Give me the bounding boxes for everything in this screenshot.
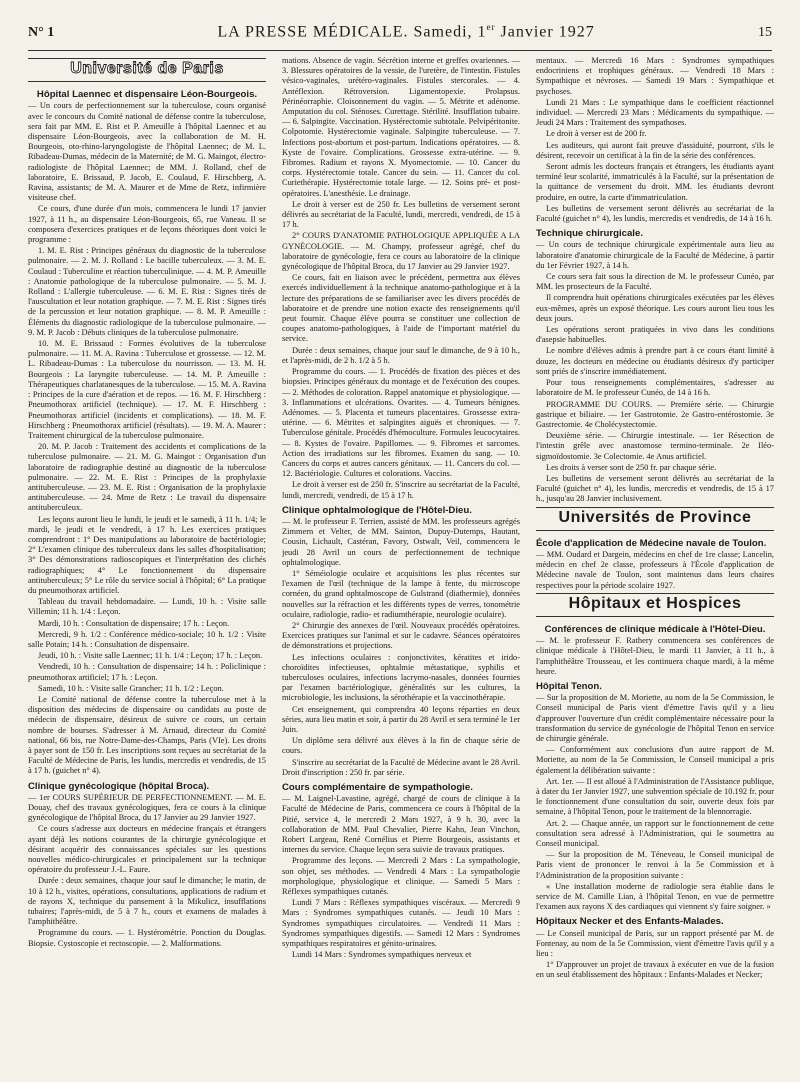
paragraph: Durée : deux semaines, chaque jour sauf le dimanche; le matin, de 10 à 12 h., visites, opérations, consultations, applications de radium et de rayons X, technique du pansement à la Mikulicz, insufflations tubaires; l'après-midi, de 5 à 7 h., cours et examens de malades à l'amphithéâtre. xyxy=(28,876,266,927)
paragraph: — M. le professeur F. Terrien, assisté de MM. les professeurs agrégés Zimmern et Velter, de MM. Sainton, Dupuy-Dutemps, Hautant, Cousin, Lichault, Castéran, Favory, Ostwalt, Veil, commencera le jeudi 28 Avril un cours de perfectionnement de technique ophtalmologique. xyxy=(282,516,520,567)
column-1 xyxy=(28,56,266,1072)
section-header-universites-province xyxy=(536,507,774,531)
publication-title-date: Janvier 1927 xyxy=(495,23,595,41)
paragraph: 20. M. P. Jacob : Traitement des accidents et complications de la tuberculose pulmonaire. — 21. M. G. Maingot : Organisation d'un laboratoire de radiographie destiné au diagnostic de la tuberculose pulmonaire. — 22. M. E. Rist : Principes de la prophylaxie antituberculeuse. — 23. M. E. Rist : Organisation de la prophylaxie antituberculeuse. — 24. Mme de Retz : Le travail du dispensaire antituberculeux. xyxy=(28,442,266,513)
paragraph: « Une installation moderne de radiologie sera établie dans le service de M. Camille Lian, à l'hôpital Tenon, en vue de permettre l'examen aux rayons X des cardiaques qui viennent s'y faire soigner. » xyxy=(536,881,774,912)
column-2 xyxy=(282,56,520,1072)
paragraph: Les auditeurs, qui auront fait preuve d'assiduité, pourront, s'ils le désirent, recevoir un certificat à la fin de la série des conférences. xyxy=(536,140,774,160)
article-heading: Hôpital Tenon. xyxy=(536,680,602,692)
column-3 xyxy=(536,56,774,1072)
paragraph: Un diplôme sera délivré aux élèves à la fin de chaque série de cours. xyxy=(282,736,520,756)
paragraph: Les opérations seront pratiquées in vivo dans les conditions d'asepsie habituelles. xyxy=(536,325,774,345)
paragraph: 1° Séméiologie oculaire et acquisitions les plus récentes sur l'examen de l'œil (technique de la lampe à fente, du microscope cornéen, du grand ophtalmoscope de Gulstrand (diathermie), données nouvelles sur la réfraction et les différents types de verres, tonométrie oculaire, radiologie, radio- et radiumthérapie, neurologie oculaire). xyxy=(282,568,520,619)
publication-title xyxy=(218,22,595,41)
paragraph: S'inscrire au secrétariat de la Faculté de Médecine avant le 28 Avril. Droit d'inscription : 250 fr. par série. xyxy=(282,757,520,777)
paragraph: 2° COURS D'ANATOMIE PATHOLOGIQUE APPLIQUÉE A LA GYNÉCOLOGIE. — M. Champy, professeur agrégé, chef du laboratoire de gynécologie, fera ce cours au laboratoire de la clinique gynécologique de l'hôpital Broca, du 17 Janvier au 29 Janvier 1927. xyxy=(282,231,520,272)
paragraph: Les leçons auront lieu le lundi, le jeudi et le samedi, à 11 h. 1/4; le mardi, le jeudi et le vendredi, à 17 h. Les exercices pratiques comprendront : 1° Des manipulations au laboratoire de bactériologie; 2° L'examen clinique des tuberculeux dans les salles d'hospitalisation; 3° Des démonstrations radioscopiques et l'interprétation des clichés radiographiques; 4° Le fonctionnement du dispensaire antituberculeux; 5° Le rôle du service social à l'hôpital; 6° La pratique du pneumothorax artificiel. xyxy=(28,514,266,595)
section-title: Hôpitaux et Hospices xyxy=(568,594,742,612)
issue-number: N° 1 xyxy=(28,25,55,41)
article-heading: Clinique gynécologique (hôpital Broca). xyxy=(28,780,210,792)
paragraph: Programme du cours. — 1. Procédés de fixation des pièces et des biopsies. Principes généraux du montage et de l'exécution des coupes. — 2. Méthodes de coloration. Rappel anatomique et physiologique. — 3. Inflammations et ulcérations. Ovarites. — 4. Tumeurs bénignes. Adénomes. — 5. Placenta et tumeurs placentaires. Grossesse extra-utérine. — 6. Métrites et salpingites aiguës et chroniques. — 7. Tuberculose génitale. Procédés d'hémoculture. Formules leucocytaires. — 8. Kystes de l'ovaire. Papillomes. — 9. Fibromes et sarcomes. Action des irradiations sur les fibromes. Examen du sang. — 10. Cancers du corps et autres cancers génitaux. — 11. Cancers du col. — 12. Bactériologie. Cultures et colorations. Vaccins. xyxy=(282,367,520,479)
paragraph: 1. M. E. Rist : Principes généraux du diagnostic de la tuberculose pulmonaire. — 2. M. J. Rolland : Le bacille tuberculeux. — 3. M. E. Coulaud : Tuberculine et réaction tuberculinique. — 4. M. P. Ameuille : Anatomie pathologique de la tuberculose pulmonaire. — 5. M. J. Rolland : L'allergie tuberculeuse. — 6. M. E. Rist : Signes tirés de l'auscultation et leur notation graphique. — 7. M. E. Rist : Signes tirés de la percussion et leur notation graphique. — 8. M. P. Ameuille : Éléments du diagnostic radiologique de la tuberculose pulmonaire. — 9. M. P. Jacob : Débuts cliniques de la tuberculose pulmonaire. xyxy=(28,246,266,337)
article-heading: Technique chirurgicale. xyxy=(536,228,643,240)
paragraph: Ce cours s'adresse aux docteurs en médecine français et étrangers ayant déjà les notions courantes de la chirurgie gynécologique et désirant acquérir des connaissances spéciales sur les questions nouvelles médico-chirurgicales et principalement sur la technique opératoire du professeur J.-L. Faure. xyxy=(28,824,266,875)
paragraph: Les infections oculaires : conjonctivites, kératites et irido-choroïdites infectieuses, ophtalmie métastatique, syphilis et tuberculoses oculaires, infections lacrymo-nasales, données fournies par l'examen bactériologique, généralités sur les cultures, la microbiologie, les inclusions, la sérothérapie et la vaccinothérapie. xyxy=(282,652,520,703)
paragraph: Lundi 7 Mars : Réflexes sympathiques viscéraux. — Mercredi 9 Mars : Syndromes sympathiques cutanés. — Jeudi 10 Mars : Syndromes sympathiques circulatoires. — Vendredi 11 Mars : Syndromes sympathiques digestifs. — Samedi 12 Mars : Syndromes sympathiques respiratoires et génito-urinaires. xyxy=(282,898,520,949)
paragraph: Jeudi, 10 h. : Visite salle Laennec; 11 h. 1/4 : Leçon; 17 h. : Leçon. xyxy=(38,651,263,661)
paragraph: Deuxième série. — Chirurgie intestinale. — 1er Résection de l'intestin grêle avec anastomose termino-terminale. 2e Iléo-sigmoïdostomie. 3e Colectomie. 4e Anus artificiel. xyxy=(536,431,774,461)
paragraph: — M. Laignel-Lavastine, agrégé, chargé de cours de clinique à la Faculté de Médecine de Paris, commencera ce cours à l'hôpital de la Pitié, service 4, le mercredi 2 Mars 1927, à 9 h. 30, avec la collaboration de MM. Paul Chevalier, Pierre Kahn, Jean Vinchon, Robert Largeau, René Cornélius et Pierre Bourgeois, assistants et internes du service. Chaque leçon sera suivie de travaux pratiques. xyxy=(282,794,520,855)
paragraph: PROGRAMME DU COURS. — Première série. — Chirurgie gastrique et biliaire. — 1er Gastrotomie. 2e Gastro-entérostomie. 3e Gastrectomie. 4e Cholécystectomie. xyxy=(536,399,774,429)
paragraph: Ce cours, d'une durée d'un mois, commencera le lundi 17 janvier 1927, à 11 h., au dispensaire Léon-Bourgeois, 65, rue Vaneau. Il se composera d'exercices pratiques et de leçons théoriques dont voici le programme : xyxy=(28,204,266,245)
paragraph: — Un cours de technique chirurgicale expérimentale aura lieu au laboratoire d'anatomie chirurgicale de la Faculté de Médecine, à partir du 1er Février 1927, à 14 h. xyxy=(536,240,774,270)
paragraph: Tableau du travail hebdomadaire. — Lundi, 10 h. : Visite salle Villemin; 11 h. 1/4 : Leçon. xyxy=(28,597,266,617)
paragraph: — Sur la proposition de M. Moriette, au nom de la 5e Commission, le Conseil municipal de Paris vient d'émettre l'avis qu'il y a lieu d'approuver l'ouverture d'un crédit complémentaire nécessaire pour la transformation du service de gynécologie de l'hôpital Tenon en service de chirurgie générale. xyxy=(536,693,774,743)
paragraph: Les droits à verser sont de 250 fr. par chaque série. xyxy=(546,462,717,472)
paragraph: mations. Absence de vagin. Sécrétion interne et greffes ovariennes. — 3. Blessures opératoires de la vessie, de l'uretère, de l'intestin. Fistules vésico-vaginales, urétéro-vaginales. Fistules stercorales. — 4. Antéflexion. Rétroversion. Ligamentopexie. Prolapsus. Périnéorraphie. Cloisonnement du vagin. — 5. Métrite et adénome. Amputation du col. Sténoses. Curettage. Stérilité. Insufflation tubaire. — 6. Salpingite. Vaccination. Hystérectomie subtotale. Pelvipéritonite. Colpotomie. Hystérectomie vaginale. Salpingite tuberculeuse. — 7. Infections post-abortum et post-partum. Indications opératoires. — 8. Kyste de l'ovaire. Complications. Grossesse extra-utérine. — 9. Fibromes. Radium et rayons X. Myomectomie. — 10. Cancer du corps. Hystérectomie totale. Cancer du sein. — 11. Cancer du col. Curiethérapie. Hystérectomie totale large. — 12. Soins pré- et post-opératoires. L'anesthésie. Le drainage. xyxy=(282,56,520,198)
paragraph: 10. M. E. Brissaud : Formes évolutives de la tuberculose pulmonaire. — 11. M. A. Ravina : Tuberculose et grossesse. — 12. M. L. Ribadeau-Dumas : La tuberculose du nourrisson. — 13. M. H. Bourgeois : La laryngite tuberculeuse. — 14. M. P. Ameuille : Thérapeutiques charlatanesques de la tuberculose. — 15. M. A. Ravina : Principes de la cure d'aération et de repos. — 16. M. F. Hirschberg : Pneumothorax artificiel (technique). — 17. M. F. Hirschberg : Pneumothorax artificiel (incidents et complications). — 18. M. F. Hirschberg : Pneumothorax artificiel (résultats). — 19. M. A. Maurer : Traitement chirurgical de la tuberculose pulmonaire. xyxy=(28,339,266,440)
paragraph: Mardi, 10 h. : Consultation de dispensaire; 17 h. : Leçon. xyxy=(38,618,230,628)
paragraph: Ce cours sera fait sous la direction de M. le professeur Cunéo, par MM. les prosecteurs de la Faculté. xyxy=(536,272,774,292)
article-heading: Clinique ophtalmologique de l'Hôtel-Dieu. xyxy=(282,504,472,516)
paragraph: Seront admis les docteurs français et étrangers, les étudiants ayant terminé leur scolarité, immatriculés à la Faculté, sur la présentation de la quittance de versement du droit. MM. les étudiants devront produire, en outre, la carte d'immatriculation. xyxy=(536,162,774,202)
paragraph: mentaux. — Mercredi 16 Mars : Syndromes sympathiques endocriniens et trophiques généraux. — Vendredi 18 Mars : Sympathique et névroses. — Samedi 19 Mars : Sympathique et psychoses. xyxy=(536,56,774,96)
section-header-universite-paris xyxy=(28,58,266,82)
paragraph: Durée : deux semaines, chaque jour sauf le dimanche, de 9 à 10 h., et l'après-midi, de 2 h. 1/2 à 5 h. xyxy=(282,345,520,365)
paragraph: Art. 1er. — Il est alloué à l'Administration de l'Assistance publique, à dater du 1er Janvier 1927, une subvention spéciale de 10.192 fr. pour le fonctionnement d'une consultation du soir, ouverte deux fois par semaine, à l'hôpital Tenon, pour le traitement de la blennorragie. xyxy=(536,776,774,817)
article-heading: École d'application de Médecine navale de Toulon. xyxy=(536,537,767,549)
paragraph: Les bulletins de versement seront délivrés au secrétariat de la Faculté (guichet n° 4), les lundis, mercredis et vendredis, de 15 à 17 h., jusqu'au 28 Janvier inclusivement. xyxy=(536,473,774,504)
paragraph: Ce cours, fait en liaison avec le précédent, permettra aux élèves exercés individuellement à la technique anatomo-pathologique et à la lecture des préparations de se familiariser avec les divers procédés de laboratoire et de prendre une notion exacte des renseignements qu'il peut fournir. Chaque élève pourra se constituer une collection de coupes anatomo-pathologiques, à l'aide de l'important matériel du service. xyxy=(282,273,520,344)
article-heading: Hôpital Laennec et dispensaire Léon-Bourgeois. xyxy=(36,89,258,101)
paragraph: Mercredi, 9 h. 1/2 : Conférence médico-sociale; 10 h. 1/2 : Visite salle Potain; 14 h. : Consultation de dispensaire. xyxy=(28,629,266,649)
paragraph: Programme du cours. — 1. Hystérométrie. Ponction du Douglas. Biopsie. Cystoscopie et rectoscopie. — 2. Malformations. xyxy=(28,928,266,948)
paragraph: Samedi, 10 h. : Visite salle Grancher; 11 h. 1/2 : Leçon. xyxy=(38,683,224,693)
paragraph: Le Comité national de défense contre la tuberculose met à la disposition des médecins de dispensaire ou candidats au poste de médecin de dispensaire, désireux de suivre ce cours, un certain nombre de bourses. S'adresser à M. Arnaud, directeur du Comité national, 66 bis, rue Notre-Dame-des-Champs, Paris (VIe). Les droits à payer sont de 150 fr. Les inscriptions sont reçues au secrétariat de la Faculté de Médecine de Paris, les lundis, mercredis et vendredis, de 15 à 17 h. (guichet n° 4). xyxy=(28,694,266,776)
paragraph: Lundi 21 Mars : Le sympathique dans le coefficient réactionnel individuel. — Mercredi 23 Mars : Médicaments du sympathique. — Jeudi 24 Mars : Traitement des sympathoses. xyxy=(536,97,774,128)
paragraph: Programme des leçons. — Mercredi 2 Mars : La sympathologie, son objet, ses méthodes. — Vendredi 4 Mars : La sympathologie morphologique, physiologique et clinique. — Samedi 5 Mars : Réflexes sympathiques cutanés. xyxy=(282,856,520,897)
article-heading: Cours complémentaire de sympathologie. xyxy=(282,782,473,794)
paragraph: — Sur la proposition de M. Téneveau, le Conseil municipal de Paris vient de prononcer le renvoi à la 5e Commission et à l'Administration de la proposition suivante : xyxy=(536,850,774,880)
paragraph: Le droit à verser est de 250 fr. Les bulletins de versement seront délivrés au secrétariat de la Faculté, lundi, mercredi, vendredi, de 15 à 17 h. xyxy=(282,199,520,230)
page-header xyxy=(28,22,772,51)
paragraph: — Un cours de perfectionnement sur la tuberculose, cours organisé avec le concours du Comité national de défense contre la tuberculose, sera fait par MM. E. Rist et P. Ameuille à l'hôpital Laennec et au dispensaire Léon-Bourgeois, avec la collaboration de M. H. Bourgeois, oto-rhino-laryngologiste de l'hôpital Laennec; de M. L. Ribadeau-Dumas, médecin de la Maternité; de M. G. Maingot, électro-radiologiste de l'hôpital Laennec; de MM. J. Rolland, chef de laboratoire, E. Brissaud, P. Jacob, E. Coulaud, F. Hirschberg, A. Ravina, assistants; de M. A. Maurer et de Mme de Retz, infirmière visiteuse chef. xyxy=(28,101,266,203)
paragraph: Les bulletins de versement seront délivrés au secrétariat de la Faculté (guichet n° 4), les lundis, mercredis et vendredis, de 14 à 16 h. xyxy=(536,203,774,224)
paragraph: — M. le professeur F. Rathery commencera ses conférences de clinique médicale à l'Hôtel-Dieu, le mardi 11 Janvier, à 11 h., à l'amphithéâtre Trousseau, et les continuera chaque mardi, à la même heure. xyxy=(536,636,774,676)
paragraph: — Conformément aux conclusions d'un autre rapport de M. Moriette, au nom de la 5e Commission, le Conseil municipal a pris également la délibération suivante : xyxy=(536,745,774,775)
publication-title-sup: er xyxy=(486,22,496,32)
paragraph: 1° D'approuver un projet de travaux à exécuter en vue de la fusion en un seul établissement des hôpitaux : Enfants-Malades et Necker; xyxy=(536,960,774,980)
paragraph: Le droit à verser est de 250 fr. S'inscrire au secrétariat de la Faculté, lundi, mercredi, vendredi, de 15 à 17 h. xyxy=(282,480,520,500)
paragraph: — 1er COURS SUPÉRIEUR DE PERFECTIONNEMENT. — M. E. Douay, chef des travaux gynécologiques, fera ce cours à la clinique gynécologique de l'hôpital Broca, du 17 Janvier au 29 Janvier 1927. xyxy=(28,792,266,823)
paragraph: Le nombre d'élèves admis à prendre part à ce cours étant limité à douze, les docteurs en médecine ou étudiants désireux d'y participer sont priés de s'inscrire immédiatement. xyxy=(536,346,774,376)
section-title: Université de Paris xyxy=(70,60,224,77)
paragraph: Art. 2. — Chaque année, un rapport sur le fonctionnement de cette consultation sera adressé à l'Administration, qui le soumettra au Conseil municipal. xyxy=(536,818,774,849)
paragraph: Cet enseignement, qui comprendra 40 leçons réparties en deux séries, aura lieu matin et soir, à partir du 28 Avril et sera terminé le 1er Juin. xyxy=(282,704,520,734)
section-title: Universités de Province xyxy=(558,508,752,526)
article-heading: Conférences de clinique médicale à l'Hôtel-Dieu. xyxy=(544,623,766,635)
paragraph: — MM. Oudard et Dargein, médecins en chef de 1re classe; Lancelin, médecin en chef 2e classe, professeurs à l'École d'application de Médecine navale de Toulon, sont maintenus dans leurs chaires respectives pour la période scolaire 1927. xyxy=(536,549,774,590)
section-header-hopitaux-hospices xyxy=(536,593,774,617)
page-number: 15 xyxy=(758,25,772,41)
paragraph: Lundi 14 Mars : Syndromes sympathiques nerveux et xyxy=(292,950,472,960)
publication-title-main: LA PRESSE MÉDICALE. Samedi, 1 xyxy=(217,23,487,41)
paragraph: Pour tous renseignements complémentaires, s'adresser au laboratoire de M. le professeur Cunéo, de 14 à 16 h. xyxy=(536,378,774,398)
paragraph: Il comprendra huit opérations chirurgicales exécutées par les élèves eux-mêmes, après un exposé théorique. Les cours auront lieu tous les deux jours. xyxy=(536,293,774,323)
paragraph: Le droit à verser est de 200 fr. xyxy=(546,129,647,139)
paragraph: Vendredi, 10 h. : Consultation de dispensaire; 14 h. : Policlinique : pneumothorax artificiel; 17 h. : Leçon. xyxy=(28,662,266,682)
paragraph: — Le Conseil municipal de Paris, sur un rapport présenté par M. de Fontenay, au nom de la 5e Commission, vient d'émettre l'avis qu'il y a lieu : xyxy=(536,928,774,959)
article-heading: Hôpitaux Necker et des Enfants-Malades. xyxy=(536,916,724,928)
paragraph: 2° Chirurgie des annexes de l'œil. Nouveaux procédés opératoires. Exercices pratiques sur l'animal et sur le cadavre. Séances opératoires de démonstrations et projections. xyxy=(282,620,520,651)
